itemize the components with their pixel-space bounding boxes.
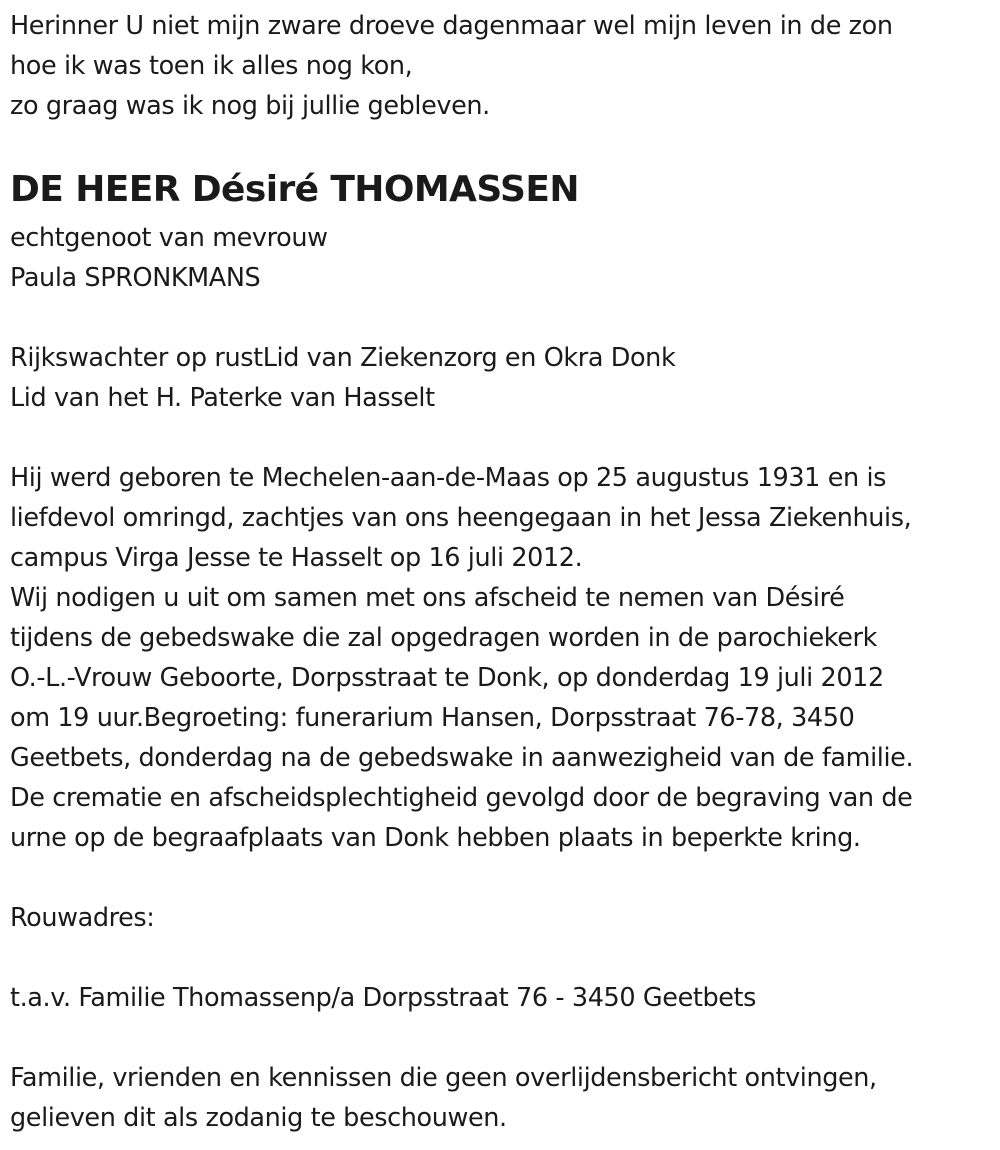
mourning-address: t.a.v. Familie Thomassenp/a Dorpsstraat 76 - 3450 Geetbets [10,983,757,1013]
spacer [10,1018,990,1058]
obituary-document [10,6,990,1138]
poem-line: hoe ik was toen ik alles nog kon, [10,51,413,81]
announcement-line: Wij nodigen u uit om samen met ons afscheid te nemen van Désiré [10,583,845,613]
spacer [10,298,990,338]
spouse-info [10,218,990,298]
address-label: Rouwadres: [10,903,155,933]
spacer [10,858,990,898]
announcement-line: De crematie en afscheidsplechtigheid gevolgd door de begraving van de [10,783,913,813]
spouse-line: Paula SPRONKMANS [10,263,261,293]
announcement-line: urne op de begraafplaats van Donk hebben plaats in beperkte kring. [10,823,861,853]
poem-line: Herinner U niet mijn zware droeve dagenmaar wel mijn leven in de zon [10,11,893,41]
spouse-line: echtgenoot van mevrouw [10,223,328,253]
announcement-line: O.-L.-Vrouw Geboorte, Dorpsstraat te Donk, op donderdag 19 juli 2012 [10,663,884,693]
announcement-line: tijdens de gebedswake die zal opgedragen worden in de parochiekerk [10,623,877,653]
closing-line: Familie, vrienden en kennissen die geen overlijdensbericht ontvingen, [10,1063,877,1093]
announcement-line: Hij werd geboren te Mechelen-aan-de-Maas op 25 augustus 1931 en is [10,463,887,493]
membership-line: Lid van het H. Paterke van Hasselt [10,383,435,413]
announcement-text [10,458,990,858]
memberships [10,338,990,418]
deceased-name-title: DE HEER Désiré THOMASSEN [10,169,579,210]
poem-line: zo graag was ik nog bij jullie gebleven. [10,91,490,121]
announcement-line: campus Virga Jesse te Hasselt op 16 juli 2012. [10,543,583,573]
announcement-line: om 19 uur.Begroeting: funerarium Hansen, Dorpsstraat 76-78, 3450 [10,703,855,733]
spacer [10,418,990,458]
announcement-line: liefdevol omringd, zachtjes van ons heengegaan in het Jessa Ziekenhuis, [10,503,912,533]
spacer [10,938,990,978]
poem [10,6,990,126]
announcement-line: Geetbets, donderdag na de gebedswake in aanwezigheid van de familie. [10,743,914,773]
membership-line: Rijkswachter op rustLid van Ziekenzorg en Okra Donk [10,343,676,373]
closing-note [10,1058,990,1138]
closing-line: gelieven dit als zodanig te beschouwen. [10,1103,507,1133]
